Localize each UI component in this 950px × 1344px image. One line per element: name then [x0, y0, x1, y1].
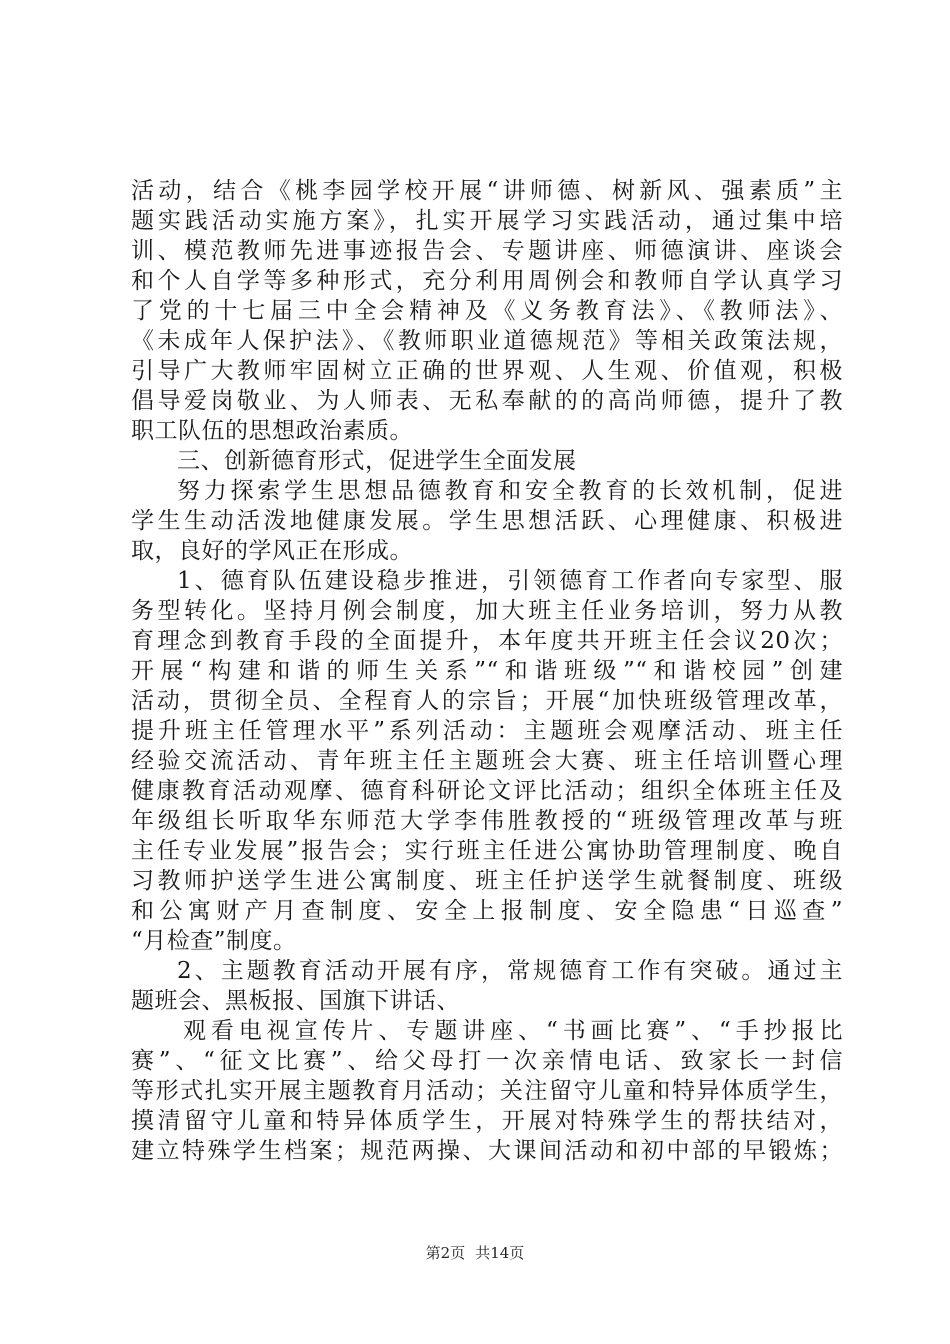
text-line: 题班会、黑板报、国旗下讲话、	[131, 988, 460, 1014]
text-line: 取，良好的学风正在形成。	[131, 538, 413, 564]
page-total: 共14页	[475, 1244, 525, 1262]
page-footer	[0, 1243, 950, 1263]
text-line: 《未成年人保护法》、《教师职业道德规范》等相关政策法规，	[131, 328, 843, 354]
page-number: 第2页	[425, 1244, 466, 1262]
text-line: 主任专业发展”报告会；实行班主任进公寓协助管理制度、晚自	[131, 838, 843, 864]
text-line: 习教师护送学生进公寓制度、班主任护送学生就餐制度、班级	[131, 868, 843, 894]
text-line: 育理念到教育手段的全面提升，本年度共开班主任会议20次；	[131, 628, 843, 654]
text-line: 引导广大教师牢固树立正确的世界观、人生观、价值观，积极	[131, 358, 843, 384]
text-line: 年级组长听取华东师范大学李伟胜教授的“班级管理改革与班	[131, 808, 843, 834]
text-line: 了党的十七届三中全会精神及《义务教育法》、《教师法》、	[131, 298, 843, 324]
section-heading: 三、创新德育形式，促进学生全面发展	[177, 448, 577, 474]
text-line: 建立特殊学生档案；规范两操、大课间活动和初中部的早锻炼；	[131, 1138, 843, 1164]
text-line: 学生生动活泼地健康发展。学生思想活跃、心理健康、积极进	[131, 508, 843, 534]
text-line: 倡导爱岗敬业、为人师表、无私奉献的的高尚师德，提升了教	[131, 388, 843, 414]
text-line: 观看电视宣传片、专题讲座、“书画比赛”、“手抄报比	[183, 1018, 843, 1044]
text-line: 和公寓财产月查制度、安全上报制度、安全隐患“日巡查”	[131, 898, 843, 924]
text-line: “月检查”制度。	[131, 928, 297, 954]
text-line: 训、模范教师先进事迹报告会、专题讲座、师德演讲、座谈会	[131, 238, 843, 264]
text-line: 开展“构建和谐的师生关系”“和谐班级”“和谐校园”创建	[131, 658, 843, 684]
text-line: 活动，结合《桃李园学校开展“讲师德、树新风、强素质”主	[131, 178, 843, 204]
text-line: 题实践活动实施方案》，扎实开展学习实践活动，通过集中培	[131, 208, 843, 234]
text-line: 和个人自学等多种形式，充分利用周例会和教师自学认真学习	[131, 268, 843, 294]
text-line: 2、主题教育活动开展有序，常规德育工作有突破。通过主	[177, 958, 843, 984]
text-line: 1、德育队伍建设稳步推进，引领德育工作者向专家型、服	[177, 568, 843, 594]
text-line: 努力探索学生思想品德教育和安全教育的长效机制，促进	[177, 478, 843, 504]
text-line: 赛”、“征文比赛”、给父母打一次亲情电话、致家长一封信	[131, 1048, 843, 1074]
document-body	[131, 176, 843, 1166]
text-line: 健康教育活动观摩、德育科研论文评比活动；组织全体班主任及	[131, 778, 843, 804]
text-line: 提升班主任管理水平”系列活动：主题班会观摩活动、班主任	[131, 718, 843, 744]
text-line: 摸清留守儿童和特异体质学生，开展对特殊学生的帮扶结对，	[131, 1108, 843, 1134]
text-line: 务型转化。坚持月例会制度，加大班主任业务培训，努力从教	[131, 598, 843, 624]
text-line: 活动，贯彻全员、全程育人的宗旨；开展“加快班级管理改革，	[131, 688, 843, 714]
text-line: 等形式扎实开展主题教育月活动；关注留守儿童和特异体质学生，	[131, 1078, 843, 1104]
text-line: 经验交流活动、青年班主任主题班会大赛、班主任培训暨心理	[131, 748, 843, 774]
text-line: 职工队伍的思想政治素质。	[131, 418, 413, 444]
